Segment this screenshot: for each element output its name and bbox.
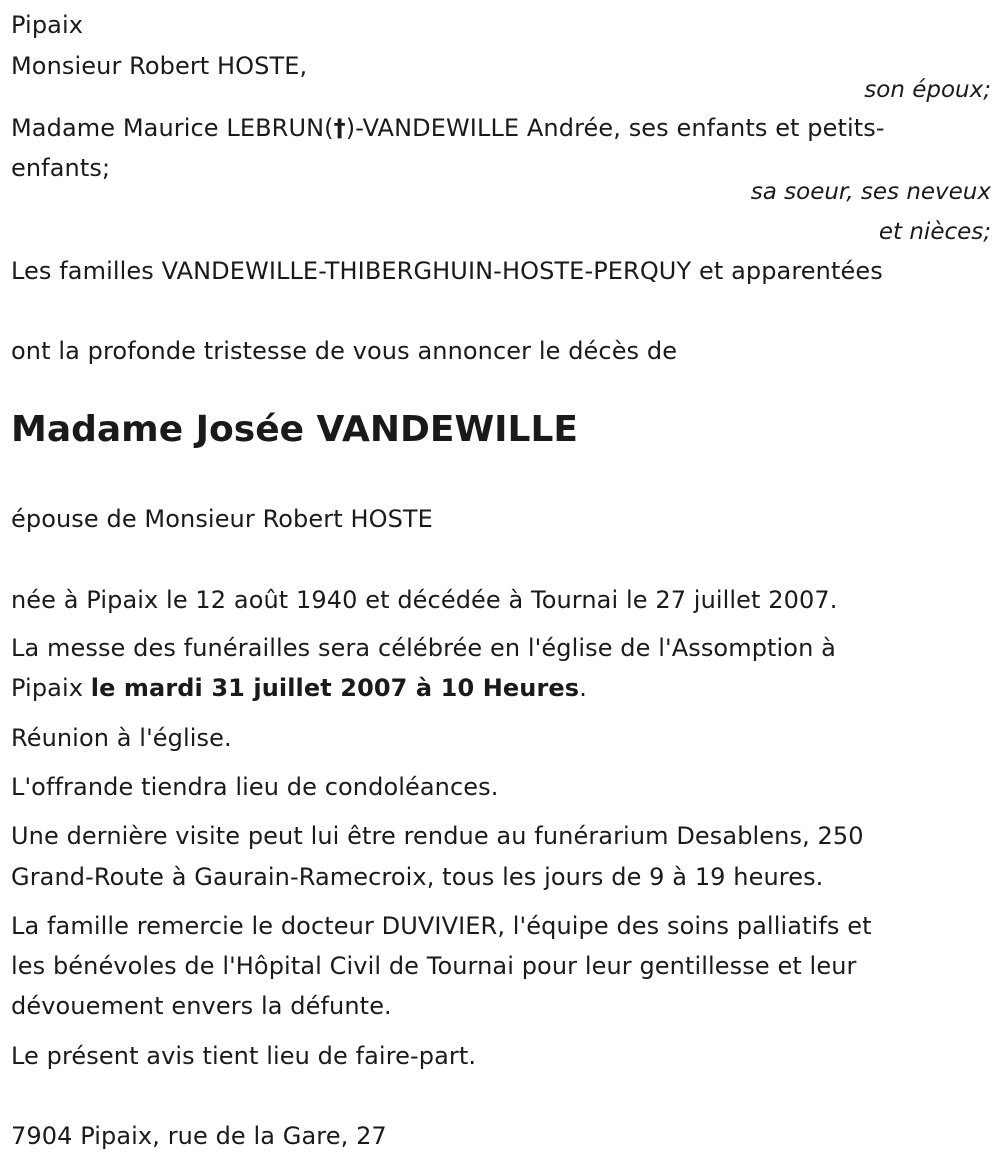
thanks-line2: les bénévoles de l'Hôpital Civil de Tournai pour leur gentillesse et leur [11,952,857,980]
sister-relation-line1: sa soeur, ses neveux [750,179,991,205]
mass-end: . [579,674,587,702]
cross-icon: † [333,114,346,142]
mass-datetime: le mardi 31 juillet 2007 à 10 Heures [90,674,580,702]
thanks-line1: La famille remercie le docteur DUVIVIER, l'équipe des soins palliatifs et [11,912,872,940]
mass-line1: La messe des funérailles sera célébrée en l'église de l'Assomption à [11,634,836,662]
announcement: ont la profonde tristesse de vous annoncer le décès de [11,337,678,365]
visit-line2: Grand-Route à Gaurain-Ramecroix, tous les jours de 9 à 19 heures. [11,863,824,891]
sister-name-part1: Madame Maurice LEBRUN( [11,114,334,142]
husband-relation: son époux; [864,77,991,103]
sister-relation-line2: et nièces; [878,219,991,245]
spouse-line: épouse de Monsieur Robert HOSTE [11,505,433,533]
notice: Le présent avis tient lieu de faire-part. [11,1042,477,1070]
meeting: Réunion à l'église. [11,724,232,752]
sister-name-part2: )-VANDEWILLE Andrée, ses enfants et petits- [345,114,885,142]
visit-line1: Une dernière visite peut lui être rendue au funérarium Desablens, 250 [11,822,864,850]
mass-line2 [11,668,587,708]
address: 7904 Pipaix, rue de la Gare, 27 [11,1122,387,1150]
offering: L'offrande tiendra lieu de condoléances. [11,773,499,801]
families: Les familles VANDEWILLE-THIBERGHUIN-HOSTE-PERQUY et apparentées [11,257,883,285]
mass-place: Pipaix [11,674,91,702]
husband-name: Monsieur Robert HOSTE, [11,52,308,80]
place-heading: Pipaix [11,11,84,39]
thanks-line3: dévouement envers la défunte. [11,992,392,1020]
birth-death: née à Pipaix le 12 août 1940 et décédée à Tournai le 27 juillet 2007. [11,586,838,614]
sister-name [11,108,885,148]
deceased-name: Madame Josée VANDEWILLE [11,409,579,450]
sister-name-line2: enfants; [11,154,111,182]
